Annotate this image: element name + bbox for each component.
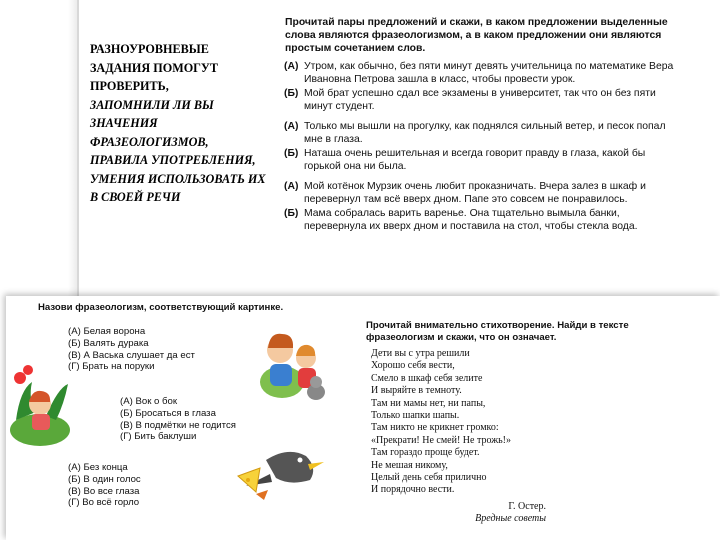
option: (Г) Во всё горло (68, 497, 140, 509)
poem-line: Там гораздо проще будет. (371, 447, 480, 459)
slide-title-line1: РАЗНОУРОВНЕВЫЕ ЗАДАНИЯ ПОМОГУТ ПРОВЕРИТЬ, (90, 42, 218, 93)
option: (А) Без конца (68, 462, 128, 473)
option: (В) В подмётки не годится (120, 419, 236, 431)
option-group-3 (68, 462, 141, 509)
slide-title (90, 40, 266, 207)
poem-line: Там ни мамы нет, ни папы, (371, 397, 486, 409)
marker: (Б) (284, 208, 299, 219)
poem-line: Целый день себя прилично (371, 472, 487, 484)
marker: (Б) (284, 148, 299, 159)
poem-line: Хорошо себя вести, (371, 360, 455, 372)
sentence-a (282, 120, 678, 146)
marker: (Б) (284, 88, 299, 99)
sentence-b (282, 87, 678, 113)
task1-prompt: Прочитай пары предложений и скажи, в каком предложении выделенные слова являются фразеологизмом, а в каком предложении они являются простым сочетанием слов. (285, 17, 668, 54)
option: (А) Белая ворона (68, 326, 146, 337)
crow-cheese-illustration (226, 440, 326, 502)
task3-prompt: Прочитай внимательно стихотворение. Найди в тексте фразеологизм и скажи, что он означает. (366, 320, 629, 343)
sentence-text: Мой котёнок Мурзик очень любит проказничать. Вчера залез в шкаф и перевернул там всё вверх дном. Папе это совсем не понравилось. (304, 181, 646, 205)
marker: (А) (284, 61, 299, 72)
option: (Б) В один голос (68, 473, 141, 485)
slide-rail (77, 0, 79, 300)
option: (Г) Брать на поруки (68, 361, 155, 373)
poem-line: И выряйте в темноту. (371, 385, 462, 397)
option: (А) Вок о бок (120, 396, 178, 407)
sentence-text: Утром, как обычно, без пяти минут девять учительница по математике Вера Ивановна Петрова зашла в класс, чтобы провести урок. (304, 61, 674, 85)
sentence-text: Только мы вышли на прогулку, как поднялся сильный ветер, и песок попал мне в глаза. (304, 121, 666, 145)
task2-prompt: Назови фразеологизм, соответствующий картинке. (38, 302, 284, 313)
task1-pair (282, 120, 678, 173)
poem-line: «Прекрати! Не смей! Не трожь!» (371, 434, 511, 446)
sentence-b (282, 207, 678, 233)
children-cat-illustration (252, 320, 328, 404)
marker: (А) (284, 121, 299, 132)
poem-line: Там никто не крикнет громко: (371, 422, 499, 434)
slide-rail-shadow (68, 0, 77, 300)
option-group-2 (120, 396, 236, 443)
option: (В) Во все глаза (68, 485, 140, 497)
marker: (А) (284, 181, 299, 192)
option: (Г) Бить баклуши (120, 431, 197, 443)
poem-line: Смело в шкаф себя зелите (371, 372, 483, 384)
poem-author: Г. Остер. (508, 500, 546, 512)
option: (Б) Валять дурака (68, 337, 149, 349)
task1-pair (282, 180, 678, 233)
poem-line: Дети вы с утра решили (371, 348, 470, 359)
task3-panel (366, 320, 666, 525)
slide-title-line2: ЗАПОМНИЛИ ЛИ ВЫ ЗНАЧЕНИЯ ФРАЗЕОЛОГИЗМОВ, ПРАВИЛА УПОТРЕБЛЕНИЯ, УМЕНИЯ ИСПОЛЬЗОВАТЬ ИХ В СВОЕЙ РЕЧИ (90, 97, 266, 204)
option: (Б) Бросаться в глаза (120, 407, 216, 419)
task1-panel (282, 16, 678, 240)
sentence-b (282, 147, 678, 173)
sentence-text: Наташа очень решительная и всегда говорит правду в глаза, какой бы горькой она ни была. (304, 148, 646, 172)
task1-pair (282, 60, 678, 113)
poem-line: И порядочно вести. (371, 484, 455, 496)
sentence-text: Мама собралась варить варенье. Она тщательно вымыла банки, перевернула их вверх дном и поставила на стол, чтобы стекла вода. (304, 208, 638, 232)
sentence-text: Мой брат успешно сдал все экзамены в университет, так что он без пяти минут студент. (304, 88, 656, 112)
option: (В) А Васька слушает да ест (68, 349, 195, 361)
sentence-a (282, 60, 678, 86)
option-group-1 (68, 326, 195, 373)
poem-source: Вредные советы (475, 512, 546, 524)
sentence-a (282, 180, 678, 206)
poem-line: Только шапки шапы. (371, 410, 460, 422)
poem (366, 348, 666, 497)
poem-line: Не мешая никому, (371, 459, 448, 471)
boy-in-grass-illustration (6, 360, 76, 450)
